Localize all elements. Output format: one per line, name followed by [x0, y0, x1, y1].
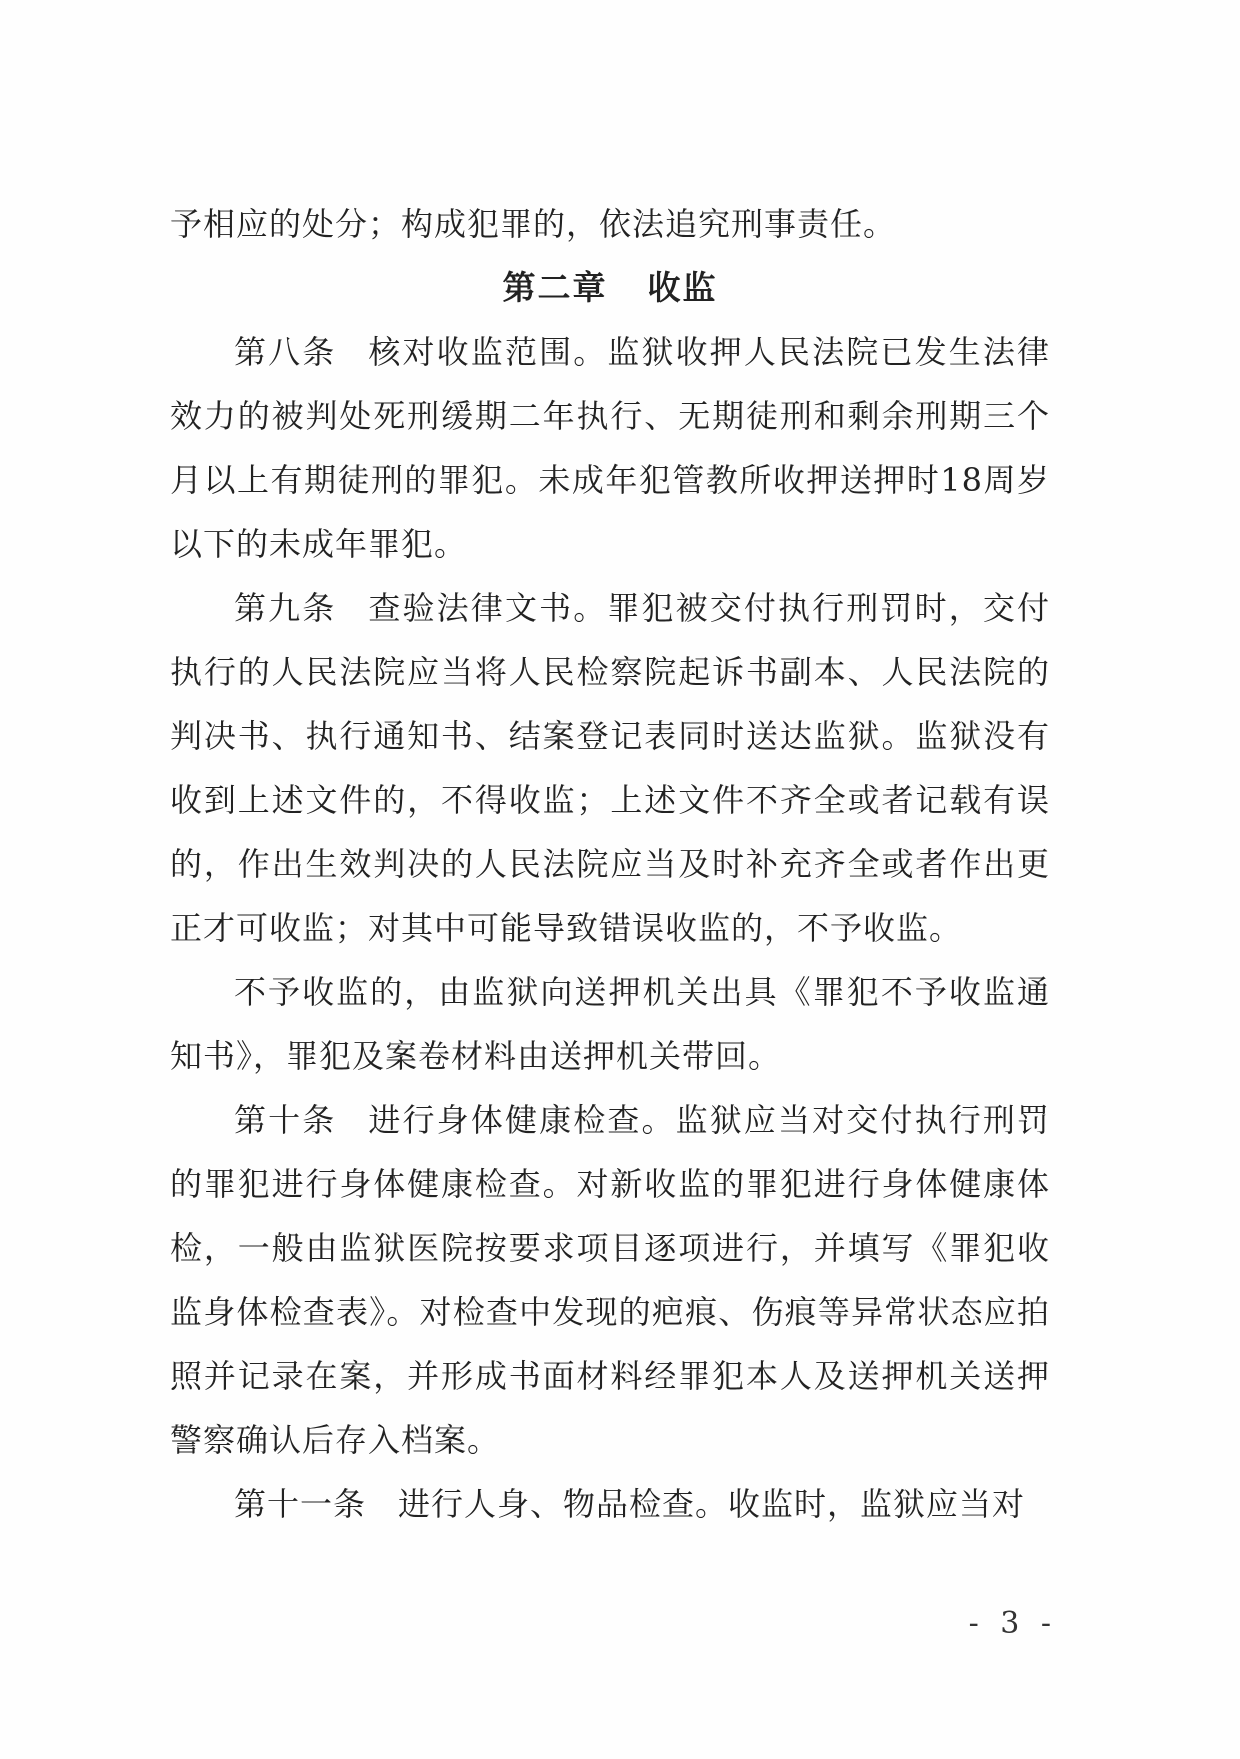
article-11	[170, 1472, 1050, 1536]
article-10	[170, 1088, 1050, 1472]
article-text: 查验法律文书。罪犯被交付执行刑罚时，交付执行的人民法院应当将人民检察院起诉书副本、人民法院的判决书、执行通知书、结案登记表同时送达监狱。监狱没有收到上述文件的，不得收监；上述文件不齐全或者记载有误的，作出生效判决的人民法院应当及时补充齐全或者作出更正才可收监；对其中可能导致错误收监的，不予收监。	[170, 589, 1050, 947]
article-text: 不予收监的，由监狱向送押机关出具《罪犯不予收监通知书》，罪犯及案卷材料由送押机关带回。	[170, 973, 1050, 1075]
article-number: 第九条	[234, 589, 337, 627]
article-number: 第八条	[234, 333, 337, 371]
article-number: 第十一条	[234, 1485, 367, 1523]
chapter-number: 第二章	[502, 268, 608, 307]
article-9-paragraph-2	[170, 960, 1050, 1088]
article-9	[170, 576, 1050, 960]
document-body	[170, 192, 1050, 1536]
opening-line: 予相应的处分；构成犯罪的，依法追究刑事责任。	[170, 205, 897, 243]
article-number: 第十条	[234, 1101, 337, 1139]
chapter-name: 收监	[647, 268, 718, 307]
article-text: 进行人身、物品检查。收监时，监狱应当对	[398, 1485, 1026, 1523]
article-text: 核对收监范围。监狱收押人民法院已发生法律效力的被判处死刑缓期二年执行、无期徒刑和剩余刑期三个月以上有期徒刑的罪犯。未成年犯管教所收押送押时18周岁以下的未成年罪犯。	[170, 333, 1050, 563]
page-number: - 3 -	[968, 1606, 1057, 1641]
article-text: 进行身体健康检查。监狱应当对交付执行刑罚的罪犯进行身体健康检查。对新收监的罪犯进行身体健康体检，一般由监狱医院按要求项目逐项进行，并填写《罪犯收监身体检查表》。对检查中发现的疤痕、伤痕等异常状态应拍照并记录在案，并形成书面材料经罪犯本人及送押机关送押警察确认后存入档案。	[170, 1101, 1050, 1459]
article-8	[170, 320, 1050, 576]
chapter-title	[170, 256, 1050, 320]
